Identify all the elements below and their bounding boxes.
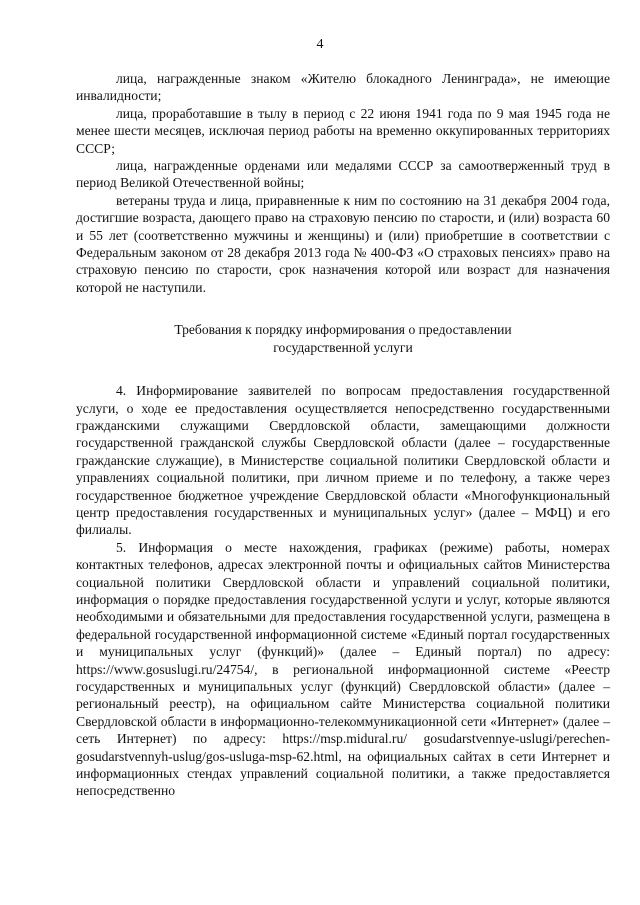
section-heading-line-2: государственной услуги <box>273 339 413 355</box>
paragraph-home-front-workers: лица, проработавшие в тылу в период с 22 июня 1941 года по 9 мая 1945 года не менее шести месяцев, исключая период работы на временно оккупированных территориях СССР; <box>76 105 610 156</box>
section-heading <box>76 321 610 356</box>
paragraph-item-4: 4. Информирование заявителей по вопросам предоставления государственной услуги, о ходе ее предоставления осуществляется непосредственно государственными гражданскими служащими Свердловской области, замещающими должности государственной гражданской службы Свердловской области (далее – государственные гражданские служащие), в Министерстве социальной политики Свердловской области и управлениях социальной политики, при личном приеме и по телефону, а также через государственное бюджетное учреждение Свердловской области «Многофункциональный центр предоставления государственных и муниципальных услуг» (далее – МФЦ) и его филиалы. <box>76 383 610 538</box>
paragraph-labor-veterans: ветераны труда и лица, приравненные к ним по состоянию на 31 декабря 2004 года, достигшие возраста, дающего право на страховую пенсию по старости, и (или) возраста 60 и 55 лет (соответственно мужчины и женщины) и (или) приобретшие в соответствии с Федеральным законом от 28 декабря 2013 года № 400-ФЗ «О страховых пенсиях» право на страховую пенсию по старости, срок назначения которой или возраст для назначения которой не наступили. <box>76 192 610 295</box>
paragraph-item-5: 5. Информация о месте нахождения, графиках (режиме) работы, номерах контактных телефонов, адресах электронной почты и официальных сайтов Министерства социальной политики Свердловской области и управлений социальной политики, информация о порядке предоставления государственной услуги и услуг, которые являются необходимыми и обязательными для предоставления государственной услуги, размещена в федеральной государственной информационной системе «Единый портал государственных и муниципальных услуг (функций)» (далее – Единый портал) по адресу: https://www.gosuslugi.ru/24754/, в региональной информационной системе «Реестр государственных и муниципальных услуг (функций) Свердловской области» (далее – региональный реестр), на официальном сайте Министерства социальной политики Свердловской области в информационно-телекоммуникационной сети «Интернет» (далее – сеть Интернет) по адресу: https://msp.midural.ru/ gosudarstvennye-uslugi/perechen-gosudarstvennyh-uslug/gos-usluga-msp-62.html, на официальных сайтах в сети Интернет и информационных стендах управлений социальной политики, а также предоставляется непосредственно <box>76 539 610 799</box>
paragraph-order-medal-holders: лица, награжденные орденами или медалями СССР за самоотверженный труд в период Великой Отечественной войны; <box>76 158 610 191</box>
page-number: 4 <box>316 37 324 52</box>
document-body <box>76 70 610 800</box>
section-heading-line-1: Требования к порядку информирования о предоставлении <box>174 322 512 338</box>
paragraph-blockade-residents: лица, награжденные знаком «Жителю блокадного Ленинграда», не имеющие инвалидности; <box>76 71 610 104</box>
